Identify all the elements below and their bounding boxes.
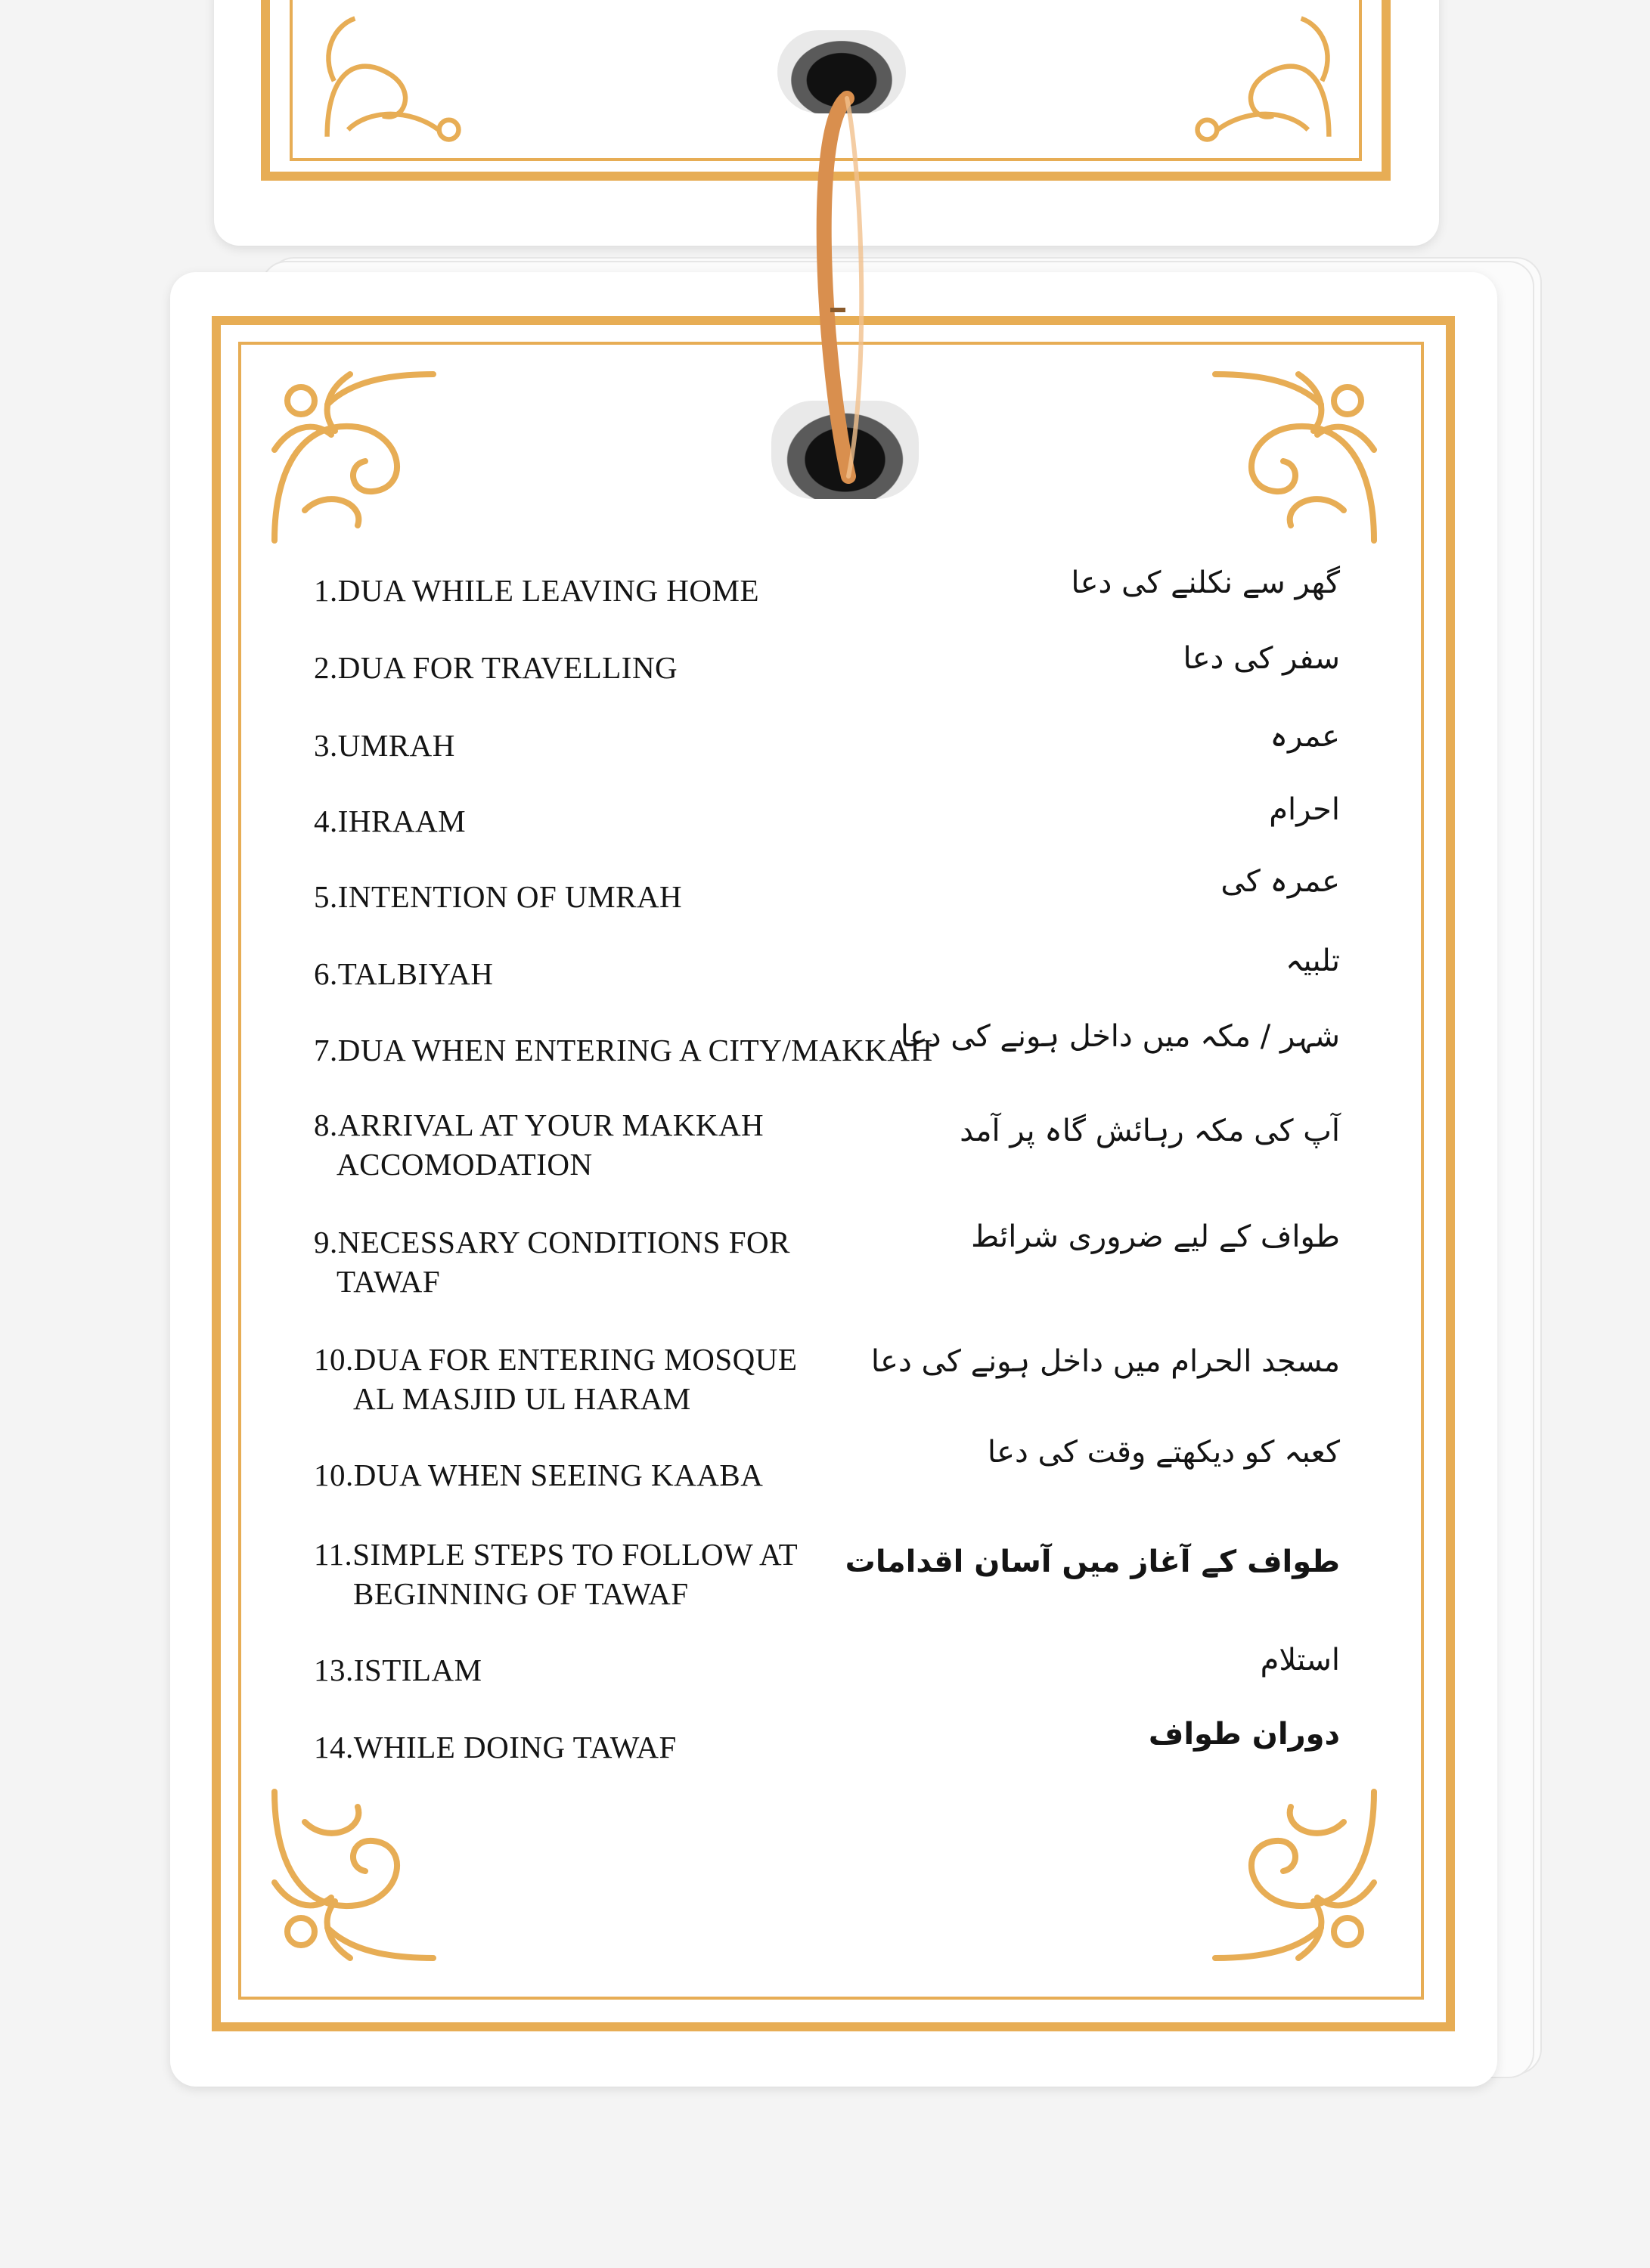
list-item-en (314, 1105, 764, 1184)
list-item-en: 4.IHRAAM (314, 804, 467, 838)
list-item-line-1: 8.ARRIVAL AT YOUR MAKKAH (314, 1108, 765, 1142)
list-item-ur: سفر کی دعا (1183, 641, 1340, 676)
corner-ornament-icon (1200, 1784, 1389, 1973)
list-item-en: 10.DUA WHEN SEEING KAABA (314, 1458, 764, 1492)
list-item-ur: احرام (1269, 792, 1340, 827)
list-item-ur: تلبیہ (1286, 943, 1340, 978)
list-item-ur: طواف کے آغاز میں آسان اقدامات (845, 1545, 1340, 1579)
list-item-en (314, 1340, 797, 1418)
corner-ornament-icon (259, 1784, 448, 1973)
list-item-en: 1.DUA WHILE LEAVING HOME (314, 573, 759, 608)
list-item-ur: آپ کی مکہ رہائش گاہ پر آمد (960, 1114, 1340, 1148)
list-item-en (314, 1535, 798, 1613)
corner-ornament-icon (259, 359, 448, 548)
list-item-line-1: 9.NECESSARY CONDITIONS FOR (314, 1225, 790, 1259)
list-item-en (314, 1222, 790, 1301)
list-item-en: 3.UMRAH (314, 728, 455, 763)
corner-ornament-icon (299, 0, 488, 144)
list-item-ur: شہر / مکہ میں داخل ہونے کی دعا (900, 1019, 1340, 1054)
list-item-line-1: 10.DUA FOR ENTERING MOSQUE (314, 1342, 798, 1377)
list-item-ur: عمرہ کی (1220, 864, 1340, 899)
list-item-en: 13.ISTILAM (314, 1653, 482, 1687)
list-item-en: 14.WHILE DOING TAWAF (314, 1730, 677, 1765)
list-item-en: 5.INTENTION OF UMRAH (314, 879, 683, 914)
list-item-line-1: 11.SIMPLE STEPS TO FOLLOW AT (314, 1537, 799, 1572)
list-item-line-2: TAWAF (337, 1264, 441, 1299)
binder-ring-icon (802, 83, 907, 491)
list-item-ur: طواف کے لیے ضروری شرائط (971, 1219, 1340, 1254)
corner-ornament-icon (1200, 359, 1389, 548)
list-item-line-2: BEGINNING OF TAWAF (353, 1576, 689, 1611)
list-item-en: 7.DUA WHEN ENTERING A CITY/MAKKAH (314, 1033, 933, 1067)
list-item-ur: دوران طواف (1148, 1717, 1340, 1752)
list-item-ur: کعبہ کو دیکھتے وقت کی دعا (987, 1435, 1340, 1470)
list-item-en: 2.DUA FOR TRAVELLING (314, 650, 678, 685)
list-item-line-2: AL MASJID UL HARAM (353, 1381, 691, 1416)
list-item-en: 6.TALBIYAH (314, 956, 494, 991)
list-item-line-2: ACCOMODATION (337, 1147, 593, 1182)
list-item-ur: مسجد الحرام میں داخل ہونے کی دعا (870, 1344, 1340, 1379)
corner-ornament-icon (1168, 0, 1357, 144)
list-item-ur: عمرہ (1270, 719, 1340, 754)
list-item-ur: استلام (1260, 1643, 1340, 1678)
list-item-ur: گھر سے نکلنے کی دعا (1071, 565, 1340, 600)
